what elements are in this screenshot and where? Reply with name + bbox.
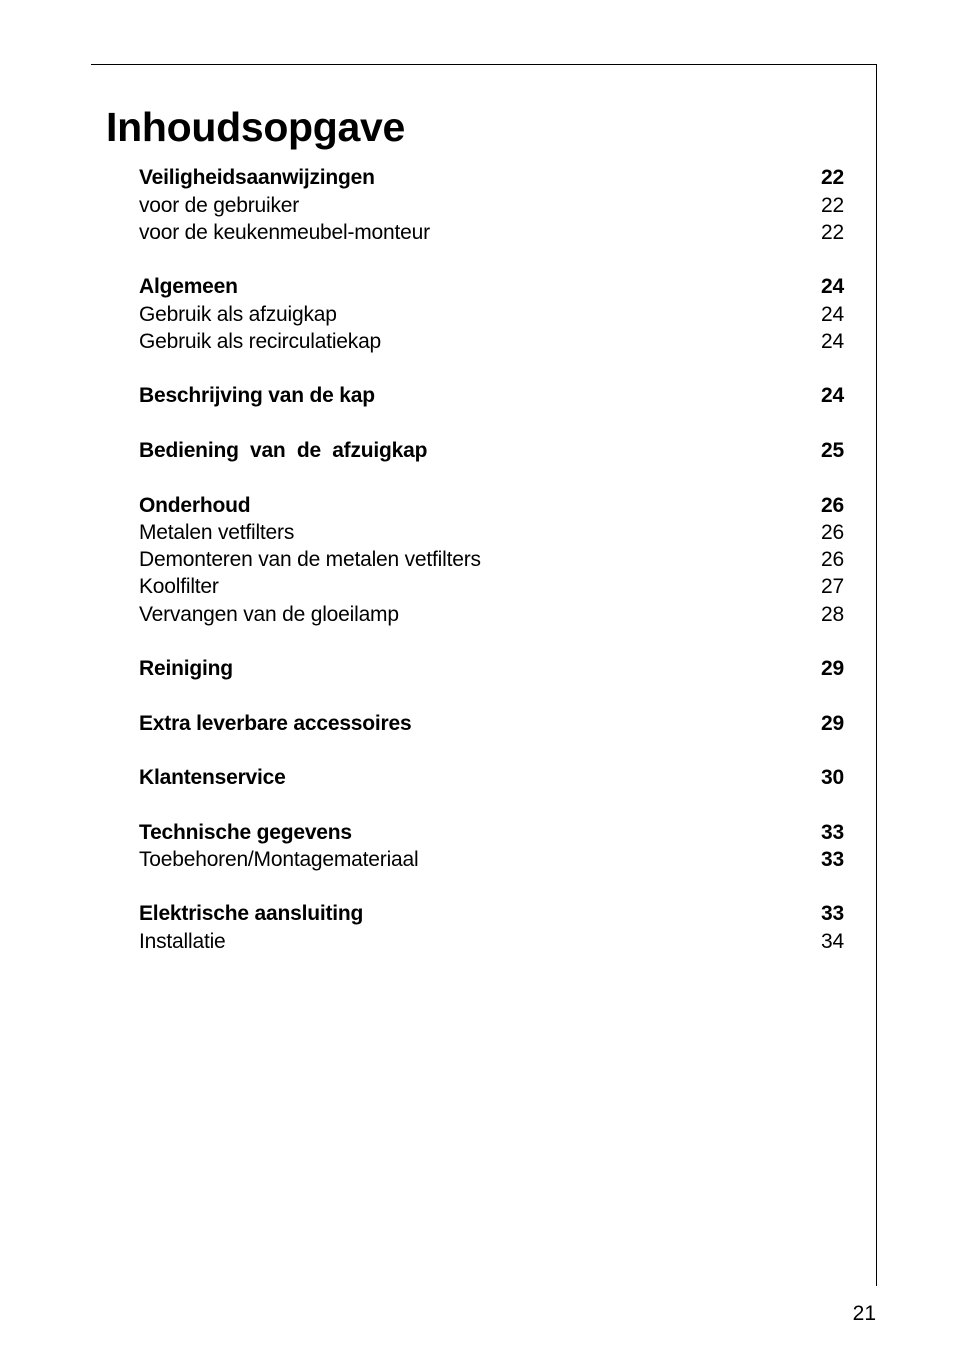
toc-entry-page: 22 bbox=[821, 166, 844, 189]
toc-section-elektrische-aansluiting[interactable] bbox=[139, 900, 844, 927]
toc-section-beschrijving-van-de-kap[interactable] bbox=[139, 382, 844, 409]
toc-entry-label: Beschrijving van de kap bbox=[139, 384, 375, 407]
toc-section-klantenservice[interactable] bbox=[139, 764, 844, 791]
toc-entry-label: Algemeen bbox=[139, 275, 238, 298]
toc-section-reiniging[interactable] bbox=[139, 655, 844, 682]
toc-entry-label: Reiniging bbox=[139, 657, 233, 680]
top-rule bbox=[91, 64, 877, 65]
toc-entry-label: Toebehoren/Montagemateriaal bbox=[139, 848, 419, 871]
toc-entry-label: Klantenservice bbox=[139, 766, 286, 789]
toc-entry-label: Koolfilter bbox=[139, 575, 219, 598]
toc-section-bediening-van-de-afzuigkap[interactable] bbox=[139, 437, 844, 464]
toc-entry-page: 24 bbox=[821, 330, 844, 353]
toc-entry-page: 27 bbox=[821, 575, 844, 598]
toc-entry-label: Metalen vetfilters bbox=[139, 521, 295, 544]
right-rule bbox=[876, 64, 877, 1286]
toc-entry-page: 24 bbox=[821, 275, 844, 298]
toc-entry-page: 22 bbox=[821, 194, 844, 217]
toc-entry-label: voor de keukenmeubel-monteur bbox=[139, 221, 430, 244]
toc-entry-gebruik-als-afzuigkap[interactable] bbox=[139, 301, 844, 328]
toc-entry-label: Installatie bbox=[139, 930, 226, 953]
toc-entry-label: Technische gegevens bbox=[139, 821, 352, 844]
toc-entry-page: 33 bbox=[821, 848, 844, 871]
toc-entry-voor-de-gebruiker[interactable] bbox=[139, 192, 844, 219]
toc-entry-label: Gebruik als recirculatiekap bbox=[139, 330, 382, 353]
toc-entry-page: 30 bbox=[821, 766, 844, 789]
toc-entry-page: 29 bbox=[821, 657, 844, 680]
toc-entry-demonteren-vetfilters[interactable] bbox=[139, 546, 844, 573]
toc-entry-page: 28 bbox=[821, 603, 844, 626]
toc-entry-page: 33 bbox=[821, 902, 844, 925]
toc-entry-gebruik-als-recirculatiekap[interactable] bbox=[139, 328, 844, 355]
toc-section-algemeen[interactable] bbox=[139, 273, 844, 300]
toc-entry-voor-de-keukenmeubel-monteur[interactable] bbox=[139, 219, 844, 246]
toc-section-onderhoud[interactable] bbox=[139, 492, 844, 519]
toc-entry-label: Gebruik als afzuigkap bbox=[139, 303, 337, 326]
toc-entry-page: 24 bbox=[821, 384, 844, 407]
toc-entry-label: Bediening van de afzuigkap bbox=[139, 439, 428, 462]
toc-entry-label: Demonteren van de metalen vetfilters bbox=[139, 548, 481, 571]
toc-entry-page: 29 bbox=[821, 712, 844, 735]
toc-entry-page: 34 bbox=[821, 930, 844, 953]
toc-entry-vervangen-van-de-gloeilamp[interactable] bbox=[139, 601, 844, 628]
toc-entry-label: Onderhoud bbox=[139, 494, 251, 517]
toc-section-veiligheidsaanwijzingen[interactable] bbox=[139, 164, 844, 191]
toc-section-extra-leverbare-accessoires[interactable] bbox=[139, 710, 844, 737]
toc-entry-page: 25 bbox=[821, 439, 844, 462]
toc-entry-label: Elektrische aansluiting bbox=[139, 902, 364, 925]
toc-entry-page: 22 bbox=[821, 221, 844, 244]
toc-entry-metalen-vetfilters[interactable] bbox=[139, 519, 844, 546]
toc-entry-label: Veiligheidsaanwijzingen bbox=[139, 166, 375, 189]
toc-entry-page: 26 bbox=[821, 521, 844, 544]
toc-entry-page: 26 bbox=[821, 548, 844, 571]
page-title: Inhoudsopgave bbox=[106, 104, 406, 150]
toc-section-technische-gegevens[interactable] bbox=[139, 819, 844, 846]
toc-entry-page: 33 bbox=[821, 821, 844, 844]
toc-entry-koolfilter[interactable] bbox=[139, 573, 844, 600]
toc-entry-label: Vervangen van de gloeilamp bbox=[139, 603, 399, 626]
toc-entry-label: Extra leverbare accessoires bbox=[139, 712, 412, 735]
toc-entry-page: 24 bbox=[821, 303, 844, 326]
page-number: 21 bbox=[852, 1302, 876, 1325]
toc-entry-label: voor de gebruiker bbox=[139, 194, 300, 217]
toc-entry-toebehoren-montagemateriaal[interactable] bbox=[139, 846, 844, 873]
toc-entry-page: 26 bbox=[821, 494, 844, 517]
toc-entry-installatie[interactable] bbox=[139, 928, 844, 955]
